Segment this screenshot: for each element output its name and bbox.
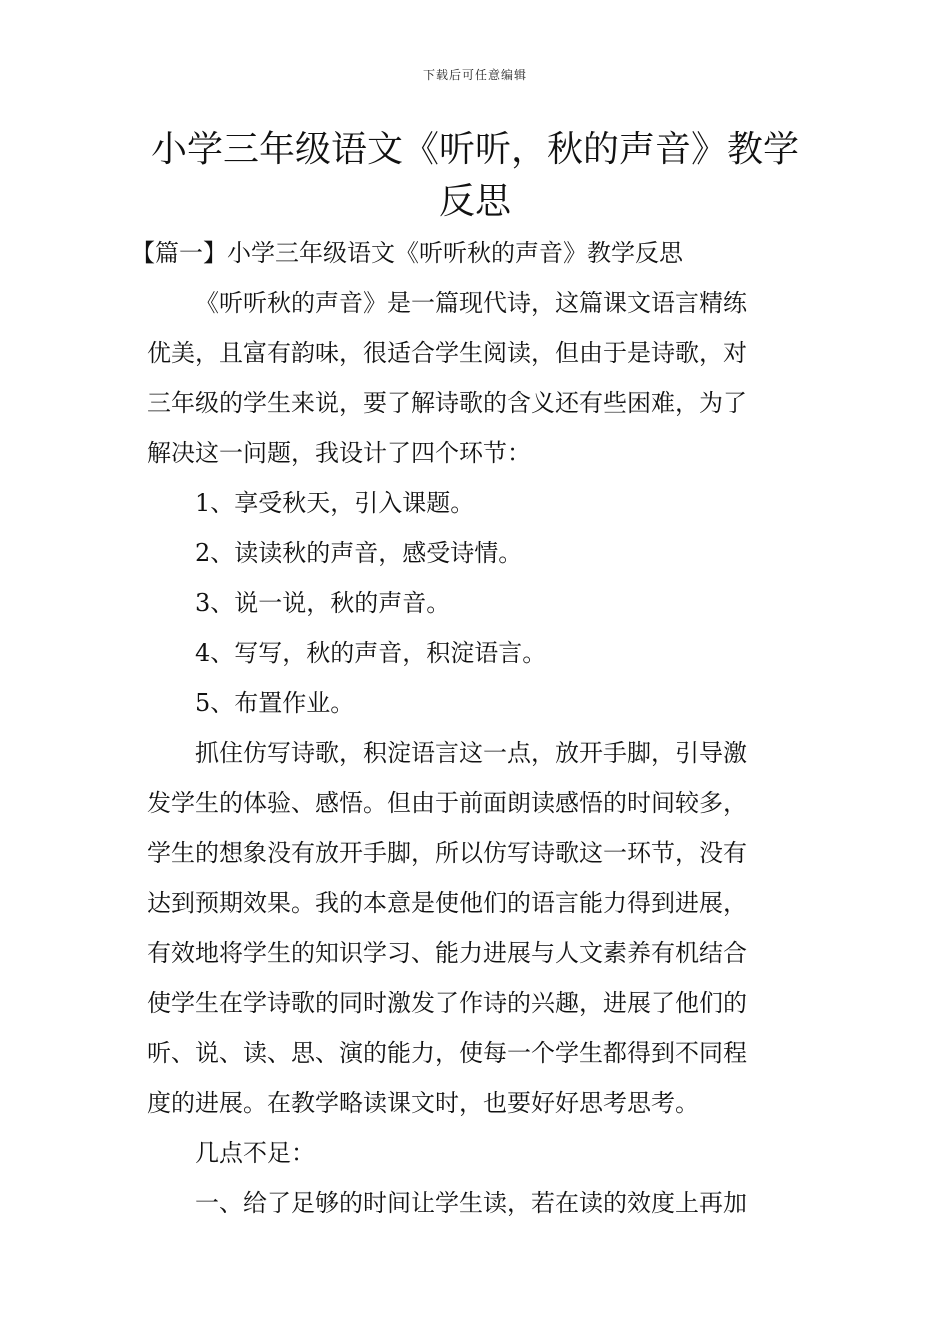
paragraph-line: 有效地将学生的知识学习、能力进展与人文素养有机结合 [147, 939, 747, 967]
paragraph-line: 度的进展。在教学略读课文时，也要好好思考思考。 [147, 1089, 699, 1117]
shortcoming-item: 一、给了足够的时间让学生读，若在读的效度上再加 [195, 1189, 747, 1217]
paragraph-line: 听、说、读、思、演的能力，使每一个学生都得到不同程 [147, 1039, 747, 1067]
step-list [147, 478, 817, 728]
list-item: 3、说一说，秋的声音。 [195, 589, 451, 617]
document-title [120, 124, 830, 228]
shortcomings-heading: 几点不足： [195, 1139, 315, 1167]
paragraph-line: 抓住仿写诗歌，积淀语言这一点，放开手脚，引导激 [195, 739, 747, 767]
paragraph-line: 使学生在学诗歌的同时激发了作诗的兴趣，进展了他们的 [147, 989, 747, 1017]
paragraph-line: 优美，且富有韵味，很适合学生阅读，但由于是诗歌，对 [147, 339, 747, 367]
section-heading: 【篇一】小学三年级语文《听听秋的声音》教学反思 [131, 239, 683, 267]
list-item: 1、享受秋天，引入课题。 [195, 489, 475, 517]
paragraph-line: 发学生的体验、感悟。但由于前面朗读感悟的时间较多， [147, 789, 747, 817]
title-line-2: 反思 [438, 181, 511, 222]
paragraph-line: 解决这一问题，我设计了四个环节： [147, 439, 531, 467]
paragraph-line: 《听听秋的声音》是一篇现代诗，这篇课文语言精练 [195, 289, 747, 317]
paragraph-intro [147, 278, 817, 478]
paragraph-reflection [147, 728, 817, 1128]
title-line-1: 小学三年级语文《听听，秋的声音》教学 [150, 129, 799, 170]
paragraph-line: 三年级的学生来说，要了解诗歌的含义还有些困难，为了 [147, 389, 747, 417]
paragraph-line: 达到预期效果。我的本意是使他们的语言能力得到进展， [147, 889, 747, 917]
header-note: 下载后可任意编辑 [422, 68, 527, 82]
list-item: 2、读读秋的声音，感受诗情。 [195, 539, 523, 567]
document-body [131, 228, 817, 1228]
list-item: 5、布置作业。 [195, 689, 355, 717]
list-item: 4、写写，秋的声音，积淀语言。 [195, 639, 547, 667]
paragraph-line: 学生的想象没有放开手脚，所以仿写诗歌这一环节，没有 [147, 839, 747, 867]
